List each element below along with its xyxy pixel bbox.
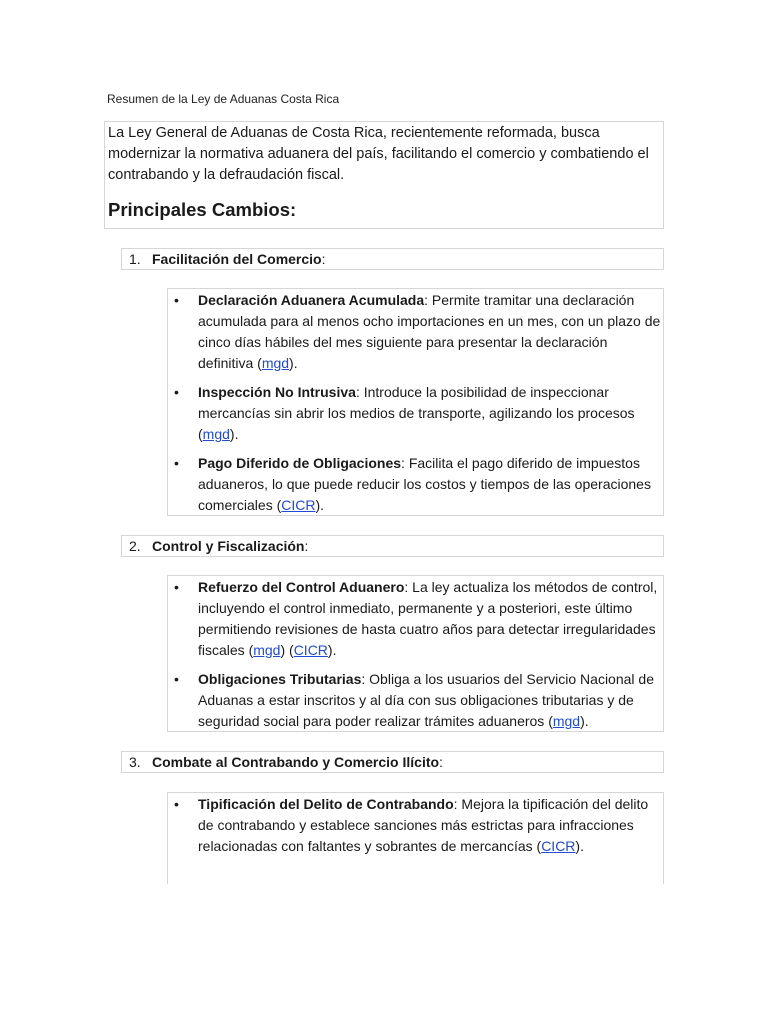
source-link-cicr[interactable]: CICR (541, 838, 576, 854)
source-link-mgd[interactable]: mgd (253, 642, 281, 658)
section-title: Combate al Contrabando y Comercio Ilícito (152, 754, 440, 770)
section-number: 1. (129, 251, 141, 267)
intro-paragraph: La Ley General de Aduanas de Costa Rica, recientemente reformada, busca modernizar la normativa aduanera del país, facilitando el comercio y combatiendo el contrabando y la defraudación fiscal. (108, 125, 649, 183)
list-item: • Pago Diferido de Obligaciones: Facilita el pago diferido de impuestos aduaneros, lo que puede reducir los costos y tiempos de las operaciones comerciales (CICR). (174, 455, 651, 513)
section-1-bullets (167, 288, 664, 516)
section-title: Facilitación del Comercio (152, 251, 322, 267)
source-link-mgd[interactable]: mgd (202, 426, 230, 442)
section-title: Control y Fiscalización (152, 538, 305, 554)
bullet-icon: • (174, 671, 179, 687)
section-3-header: 3. Combate al Contrabando y Comercio Ilícito: (121, 751, 664, 773)
section-number: 3. (129, 754, 141, 770)
source-link-cicr[interactable]: CICR (293, 642, 328, 658)
list-item: • Obligaciones Tributarias: Obliga a los usuarios del Servicio Nacional de Aduanas a estar inscritos y al día con sus obligaciones tributarias y de seguridad social para poder realizar trámites aduaneros (mgd). (174, 671, 654, 729)
bullet-icon: • (174, 579, 179, 595)
document-title: Resumen de la Ley de Aduanas Costa Rica (107, 92, 340, 106)
bullet-icon: • (174, 796, 179, 812)
list-item: • Refuerzo del Control Aduanero: La ley actualiza los métodos de control, incluyendo el control inmediato, permanente y a posteriori, este último permitiendo revisiones de hasta cuatro años para detectar irregularidades fiscales (mgd) (CICR). (174, 579, 658, 658)
section-2-bullets (167, 575, 664, 732)
section-3-bullets (167, 792, 664, 884)
section-number: 2. (129, 538, 141, 554)
source-link-cicr[interactable]: CICR (281, 497, 316, 513)
bullet-icon: • (174, 384, 179, 400)
source-link-mgd[interactable]: mgd (552, 713, 581, 729)
section-1-header: 1. Facilitación del Comercio: (121, 248, 664, 270)
bullet-icon: • (174, 455, 179, 471)
list-item: • Declaración Aduanera Acumulada: Permite tramitar una declaración acumulada para al menos ocho importaciones en un mes, con un plazo de cinco días hábiles del mes siguiente para presentar la declaración definitiva (mgd). (174, 292, 661, 371)
section-heading: Principales Cambios: (108, 199, 297, 220)
intro-block (104, 121, 664, 229)
section-2-header: 2. Control y Fiscalización: (121, 535, 664, 557)
list-item: • Tipificación del Delito de Contrabando: Mejora la tipificación del delito de contrabando y establece sanciones más estrictas para infracciones relacionadas con faltantes y sobrantes de mercancías (CICR). (174, 796, 649, 854)
source-link-mgd[interactable]: mgd (261, 355, 290, 371)
list-item: • Inspección No Intrusiva: Introduce la posibilidad de inspeccionar mercancías sin abrir los medios de transporte, agilizando los procesos (mgd). (174, 384, 635, 442)
bullet-icon: • (174, 292, 179, 308)
